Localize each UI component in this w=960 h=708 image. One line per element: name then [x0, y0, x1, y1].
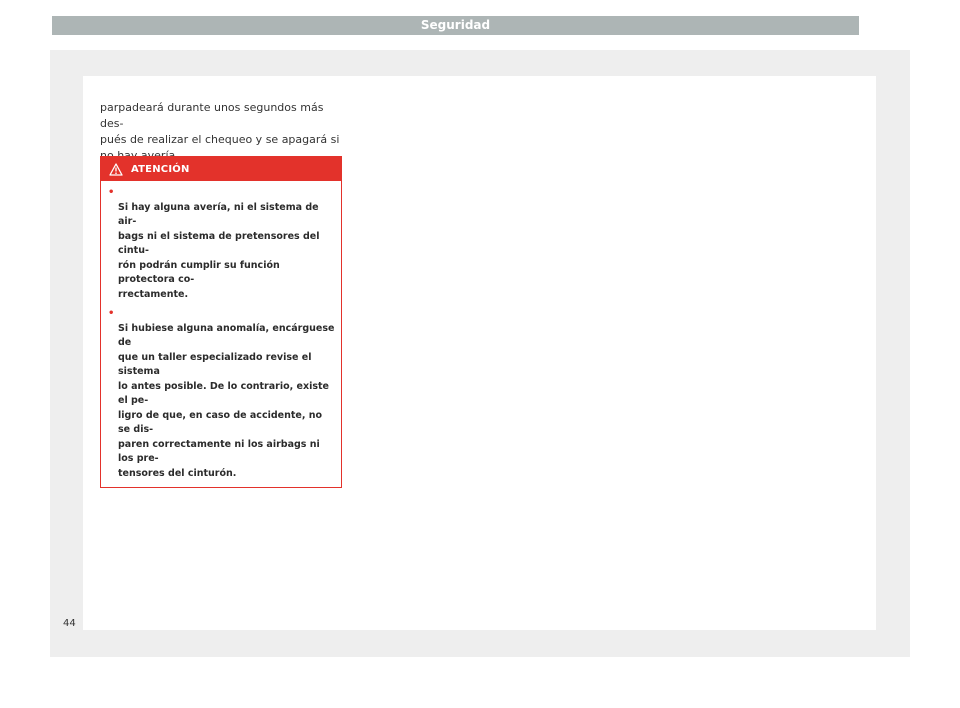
section-header-band — [52, 16, 859, 35]
page-number: 44 — [63, 618, 76, 629]
warning-body — [101, 181, 341, 487]
warning-item — [108, 307, 335, 481]
warning-item-text: Si hubiese alguna anomalía, encárguese de que un taller especializado revise el sistema lo antes posible. De lo contrario, existe el pe- ligro de que, en caso de accidente, no se dis- paren correctamente ni los airbags ni los pre- tensores del cinturón. — [118, 322, 335, 479]
body-paragraph: parpadeará durante unos segundos más des- pués de realizar el chequeo y se apagará si — [100, 101, 340, 146]
warning-triangle-icon — [109, 163, 123, 176]
warning-title: ATENCIÓN — [131, 163, 190, 175]
warning-item-text: Si hay alguna avería, ni el sistema de air- bags ni el sistema de pretensores del cintu- rón podrán cumplir su función protectora co- rrectamente. — [118, 201, 320, 300]
warning-header — [101, 157, 341, 181]
bullet-icon: • — [108, 308, 115, 319]
bullet-icon: • — [108, 187, 115, 198]
warning-item — [108, 186, 335, 302]
section-title: Seguridad — [420, 18, 491, 32]
warning-box — [100, 156, 342, 488]
